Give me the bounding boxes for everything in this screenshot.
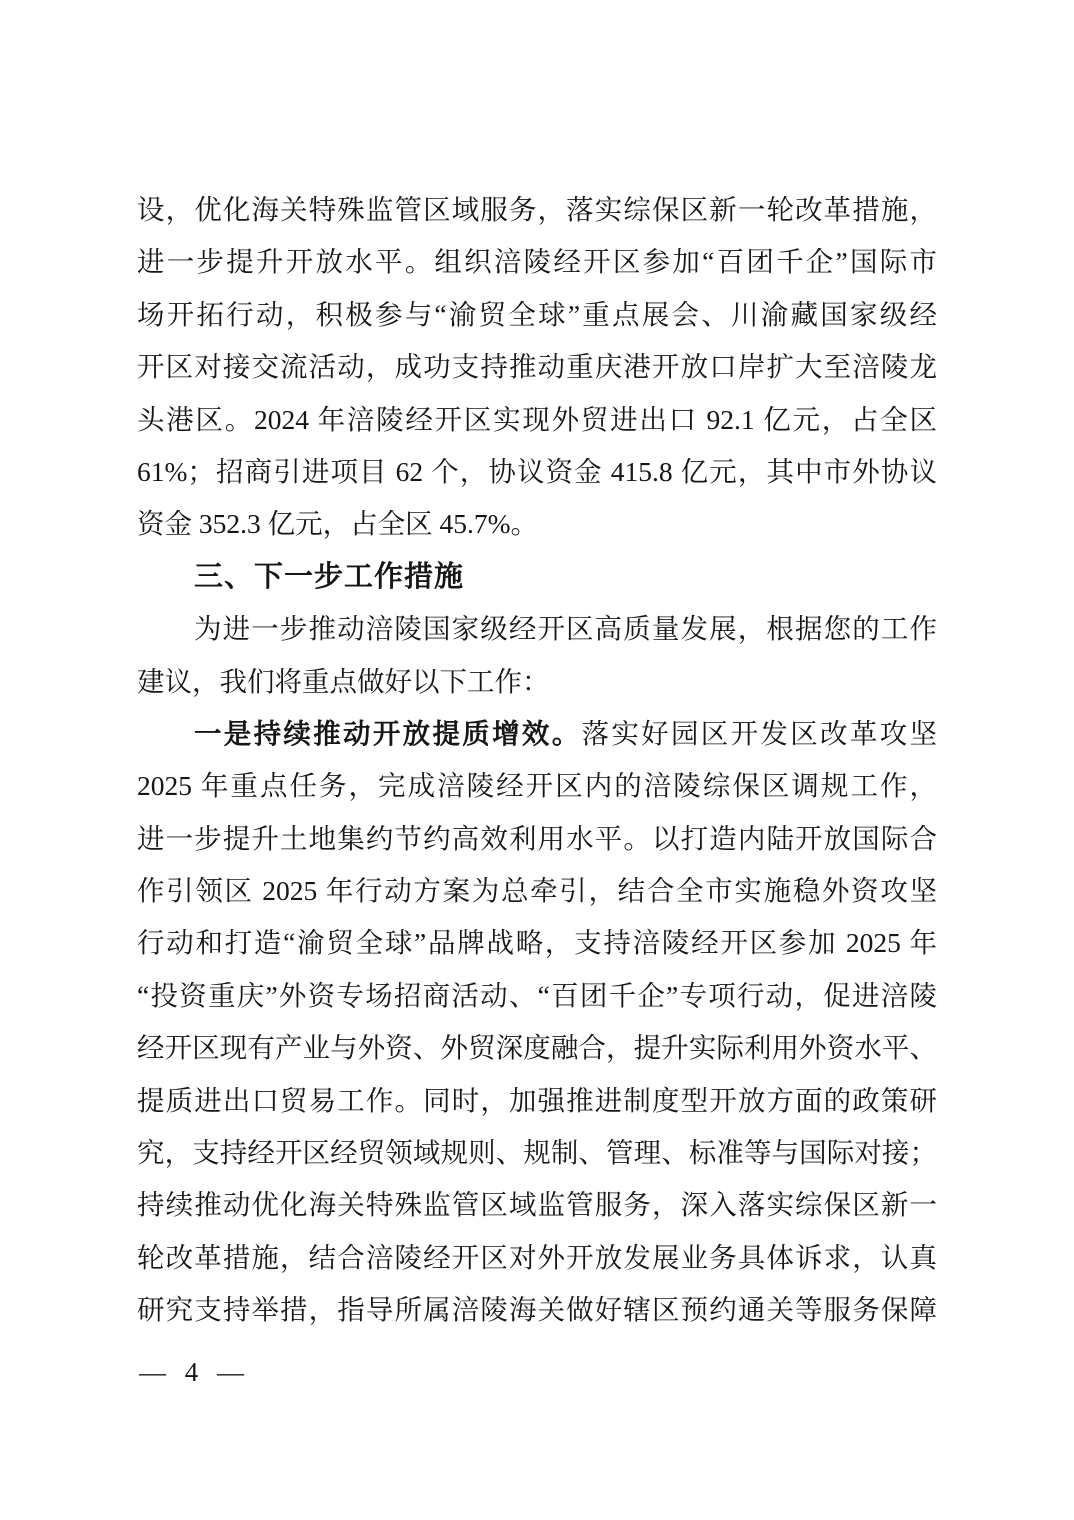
text-line: 持续推动优化海关特殊监管区域监管服务，深入落实综保区新一 (137, 1189, 937, 1221)
text-line: 提质进出口贸易工作。同时，加强推进制度型开放方面的政策研 (137, 1084, 937, 1116)
text-line: 研究支持举措，指导所属涪陵海关做好辖区预约通关等服务保障 (137, 1294, 937, 1326)
text-line (137, 708, 937, 760)
text-line: 2025 年重点任务，完成涪陵经开区内的涪陵综保区调规工作， (137, 770, 937, 802)
text-line: 作引领区 2025 年行动方案为总牵引，结合全市实施稳外资攻坚 (137, 875, 937, 907)
text-line: 经开区现有产业与外资、外贸深度融合，提升实际利用外资水平、 (137, 1032, 937, 1064)
page-footer (139, 1352, 250, 1392)
text-line: 设，优化海关特殊监管区域服务，落实综保区新一轮改革措施， (137, 194, 937, 225)
text-line: “投资重庆”外资专场招商活动、“百团千企”专项行动，促进涪陵 (137, 979, 937, 1011)
text-line: 行动和打造“渝贸全球”品牌战略，支持涪陵经开区参加 2025 年 (137, 927, 937, 959)
page-number: — 4 — (139, 1357, 250, 1387)
text-line: 进一步提升土地集约节约高效利用水平。以打造内陆开放国际合 (137, 822, 937, 854)
text-line: 为进一步推动涪陵国家级经开区高质量发展，根据您的工作 (194, 613, 937, 645)
text-line: 资金 352.3 亿元，占全区 45.7%。 (137, 508, 539, 540)
text-line: 头港区。2024 年涪陵经开区实现外贸进出口 92.1 亿元，占全区 (137, 403, 937, 435)
text-line: 开区对接交流活动，成功支持推动重庆港开放口岸扩大至涪陵龙 (137, 351, 937, 383)
text-line: 建议，我们将重点做好以下工作： (137, 665, 550, 697)
text-line: 场开拓行动，积极参与“渝贸全球”重点展会、川渝藏国家级经 (137, 298, 937, 330)
text-line: 进一步提升开放水平。组织涪陵经开区参加“百团千企”国际市 (137, 246, 937, 278)
section-heading: 三、下一步工作措施 (194, 560, 465, 593)
line-text: 落实好园区开发区改革攻坚 (581, 717, 937, 749)
document-body (137, 184, 937, 1337)
text-line: 61%；招商引进项目 62 个，协议资金 415.8 亿元，其中市外协议 (137, 455, 937, 487)
text-line: 究，支持经开区经贸领域规则、规制、管理、标准等与国际对接； (137, 1137, 937, 1169)
bold-lead-in: 一是持续推动开放提质增效。 (194, 717, 582, 749)
text-line: 轮改革措施，结合涪陵经开区对外开放发展业务具体诉求，认真 (137, 1241, 937, 1273)
